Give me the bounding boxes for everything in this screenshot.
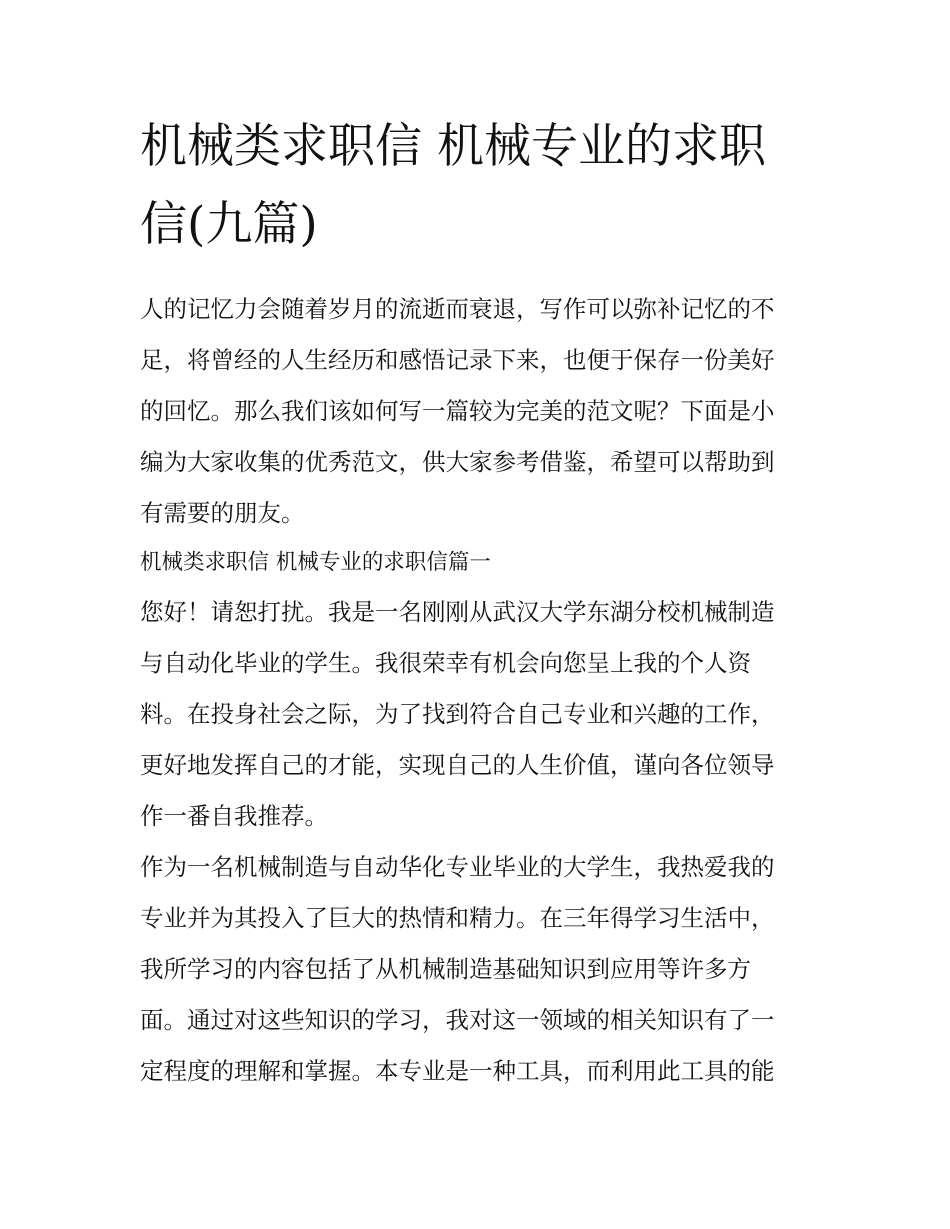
section-heading: 机械类求职信 机械专业的求职信篇一: [140, 550, 491, 575]
text-line: 定程度的理解和掌握。本专业是一种工具，而利用此工具的能: [140, 1057, 775, 1085]
text-line: 更好地发挥自己的才能，实现自己的人生价值，谨向各位领导: [140, 751, 775, 779]
text-line: 与自动化毕业的学生。我很荣幸有机会向您呈上我的个人资: [140, 649, 751, 677]
text-line: 专业并为其投入了巨大的热情和精力。在三年得学习生活中，: [140, 904, 775, 932]
body-paragraph-2: [140, 842, 815, 1097]
title-line: 机械类求职信 机械专业的求职: [140, 119, 766, 174]
text-line: 的回忆。那么我们该如何写一篇较为完美的范文呢？下面是小: [140, 397, 775, 425]
title-line: 信(九篇): [140, 197, 318, 252]
document-page: [140, 108, 815, 1097]
text-line: 面。通过对这些知识的学习，我对这一领域的相关知识有了一: [140, 1006, 775, 1034]
text-line: 编为大家收集的优秀范文，供大家参考借鉴，希望可以帮助到: [140, 448, 775, 476]
body-paragraph-1: [140, 587, 815, 842]
document-title: [140, 108, 815, 264]
text-line: 作为一名机械制造与自动华化专业毕业的大学生，我热爱我的: [140, 853, 775, 881]
text-line: 有需要的朋友。: [140, 499, 305, 527]
text-line: 足，将曾经的人生经历和感悟记录下来，也便于保存一份美好: [140, 346, 775, 374]
text-line: 我所学习的内容包括了从机械制造基础知识到应用等许多方: [140, 955, 751, 983]
text-line: 您好！请恕打扰。我是一名刚刚从武汉大学东湖分校机械制造: [140, 598, 775, 626]
text-line: 作一番自我推荐。: [140, 802, 328, 830]
text-line: 人的记忆力会随着岁月的流逝而衰退，写作可以弥补记忆的不: [140, 295, 775, 323]
text-line: 料。在投身社会之际，为了找到符合自己专业和兴趣的工作，: [140, 700, 775, 728]
intro-paragraph: [140, 284, 815, 539]
